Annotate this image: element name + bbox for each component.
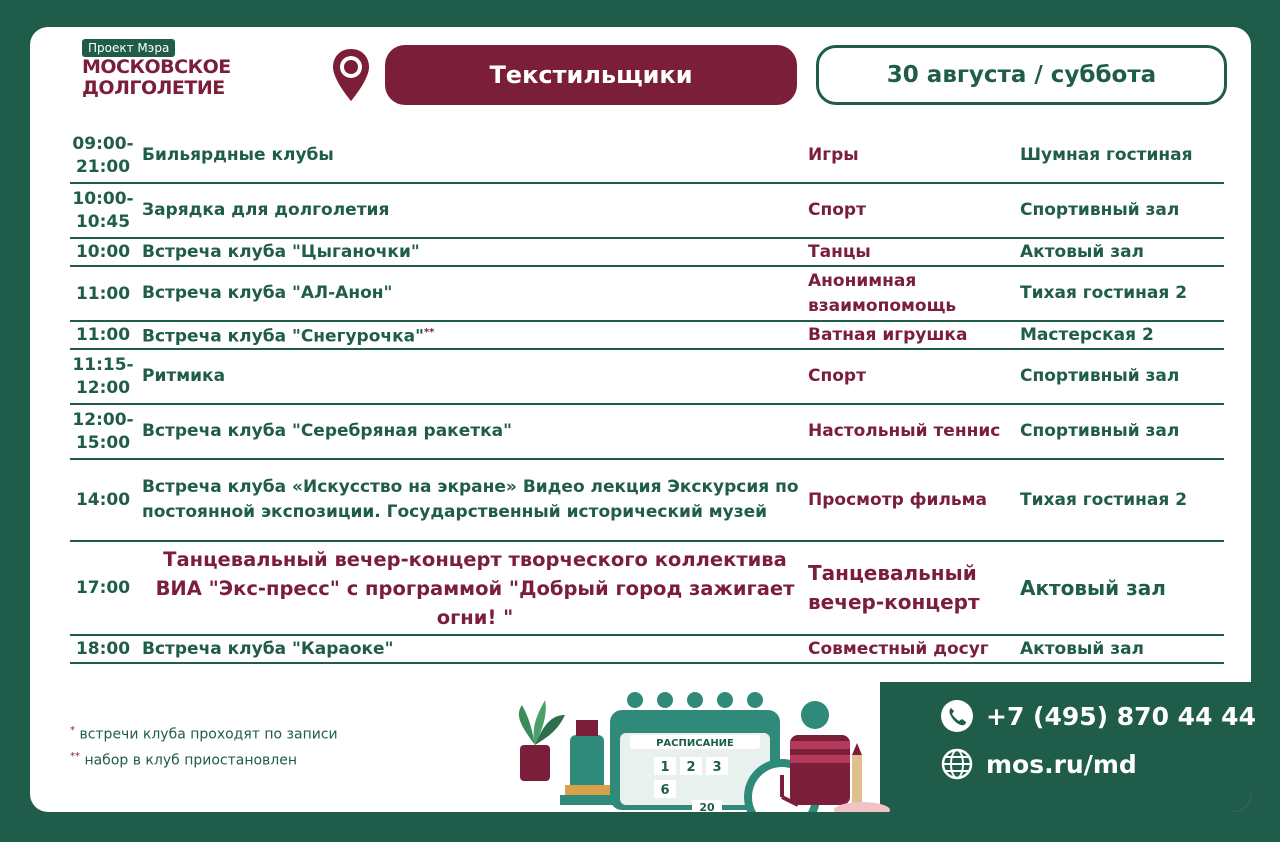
contacts	[940, 692, 1256, 788]
room-cell: Спортивный зал	[1020, 200, 1180, 220]
table-row	[70, 460, 1224, 542]
time-cell: 10:00	[75, 242, 131, 262]
table-row	[70, 129, 1224, 184]
calendar-day: 3	[712, 760, 722, 775]
logo-badge: Проект Мэра	[82, 39, 175, 57]
logo-line-2: ДОЛГОЛЕТИЕ	[82, 77, 225, 99]
calendar-day: 6	[660, 783, 670, 798]
calendar-day: 2	[686, 760, 696, 775]
room-cell: Актовый зал	[1020, 575, 1166, 600]
table-row	[70, 267, 1224, 322]
time-cell: 12:00-15:00	[72, 410, 134, 453]
footnote-2-text: набор в клуб приостановлен	[84, 752, 298, 769]
district-label: Текстильщики	[385, 45, 797, 105]
category-cell: Танцы	[808, 241, 871, 262]
category-cell: Спорт	[808, 200, 866, 220]
footnote-2-mark: **	[70, 750, 80, 762]
title-cell: Встреча клуба "Караоке"	[142, 638, 394, 659]
room-cell: Актовый зал	[1020, 241, 1144, 262]
schedule-table	[70, 129, 1224, 664]
title-cell: Встреча клуба «Искусство на экране» Видео лекция Экскурсия по постоянной экспозиции. Государственный исторический музей	[142, 477, 799, 522]
title-cell: Встреча клуба "Серебряная ракетка"	[142, 421, 512, 441]
category-cell: Совместный досуг	[808, 638, 989, 659]
room-cell: Спортивный зал	[1020, 421, 1180, 441]
calendar-title: РАСПИСАНИЕ	[656, 738, 734, 749]
footnote-2	[70, 746, 338, 772]
calendar-day: 20	[699, 801, 715, 812]
time-cell: 14:00	[75, 490, 131, 510]
category-cell: Игры	[808, 145, 859, 165]
room-cell: Шумная гостиная	[1020, 145, 1193, 165]
globe-icon	[940, 747, 974, 781]
date-label: 30 августа / суббота	[816, 45, 1227, 105]
time-cell: 18:00	[75, 639, 131, 659]
time-cell: 09:00-21:00	[72, 134, 134, 177]
category-cell: Танцевальный вечер-концерт	[808, 561, 980, 614]
table-row	[70, 542, 1224, 636]
category-cell: Просмотр фильма	[808, 489, 988, 510]
time-cell: 11:15-12:00	[72, 355, 134, 398]
footnotes	[70, 720, 338, 771]
category-cell: Настольный теннис	[808, 421, 1001, 441]
time-cell: 10:00-10:45	[72, 189, 134, 232]
title-cell: Зарядка для долголетия	[142, 200, 390, 220]
table-row	[70, 350, 1224, 405]
title-cell	[136, 320, 808, 350]
phone-number[interactable]: +7 (495) 870 44 44	[986, 701, 1256, 731]
title-cell: Встреча клуба "Цыганочки"	[142, 241, 420, 262]
title-cell: Бильярдные клубы	[142, 145, 334, 165]
calendar-day: 1	[660, 760, 670, 775]
footnote-1-mark: *	[70, 725, 75, 736]
phone-row	[940, 692, 1256, 740]
room-cell: Актовый зал	[1020, 638, 1144, 659]
table-row	[70, 184, 1224, 239]
category-cell: Ватная игрушка	[808, 324, 968, 345]
time-cell: 11:00	[75, 325, 131, 345]
category-cell: Спорт	[808, 366, 866, 386]
logo	[82, 37, 231, 99]
footnote-1	[70, 720, 338, 746]
title-cell: Танцевальный вечер-концерт творческого коллектива ВИА "Экс-пресс" с программой "Добрый город зажигает огни! "	[155, 547, 795, 629]
location-pin-icon	[330, 47, 372, 103]
category-cell: Анонимная взаимопомощь	[808, 270, 957, 316]
room-cell: Тихая гостиная 2	[1020, 283, 1188, 303]
title-cell: Встреча клуба "АЛ-Анон"	[142, 283, 393, 303]
logo-line-1: МОСКОВСКОЕ	[82, 56, 231, 78]
title-text: Встреча клуба "Снегурочка"	[142, 326, 424, 347]
room-cell: Тихая гостиная 2	[1020, 489, 1188, 510]
room-cell: Мастерская 2	[1020, 324, 1154, 345]
website-row	[940, 740, 1256, 788]
table-row	[70, 322, 1224, 350]
table-row	[70, 239, 1224, 267]
time-cell: 11:00	[75, 283, 131, 304]
phone-icon	[940, 699, 974, 733]
table-row	[70, 636, 1224, 664]
footnote-1-text: встречи клуба проходят по записи	[79, 726, 338, 743]
table-row	[70, 405, 1224, 460]
title-cell: Ритмика	[142, 366, 226, 386]
website-link[interactable]: mos.ru/md	[986, 749, 1137, 779]
time-cell: 17:00	[75, 578, 131, 598]
room-cell: Спортивный зал	[1020, 366, 1180, 386]
footnote-mark: **	[423, 327, 435, 339]
calendar-illustration	[470, 665, 910, 812]
